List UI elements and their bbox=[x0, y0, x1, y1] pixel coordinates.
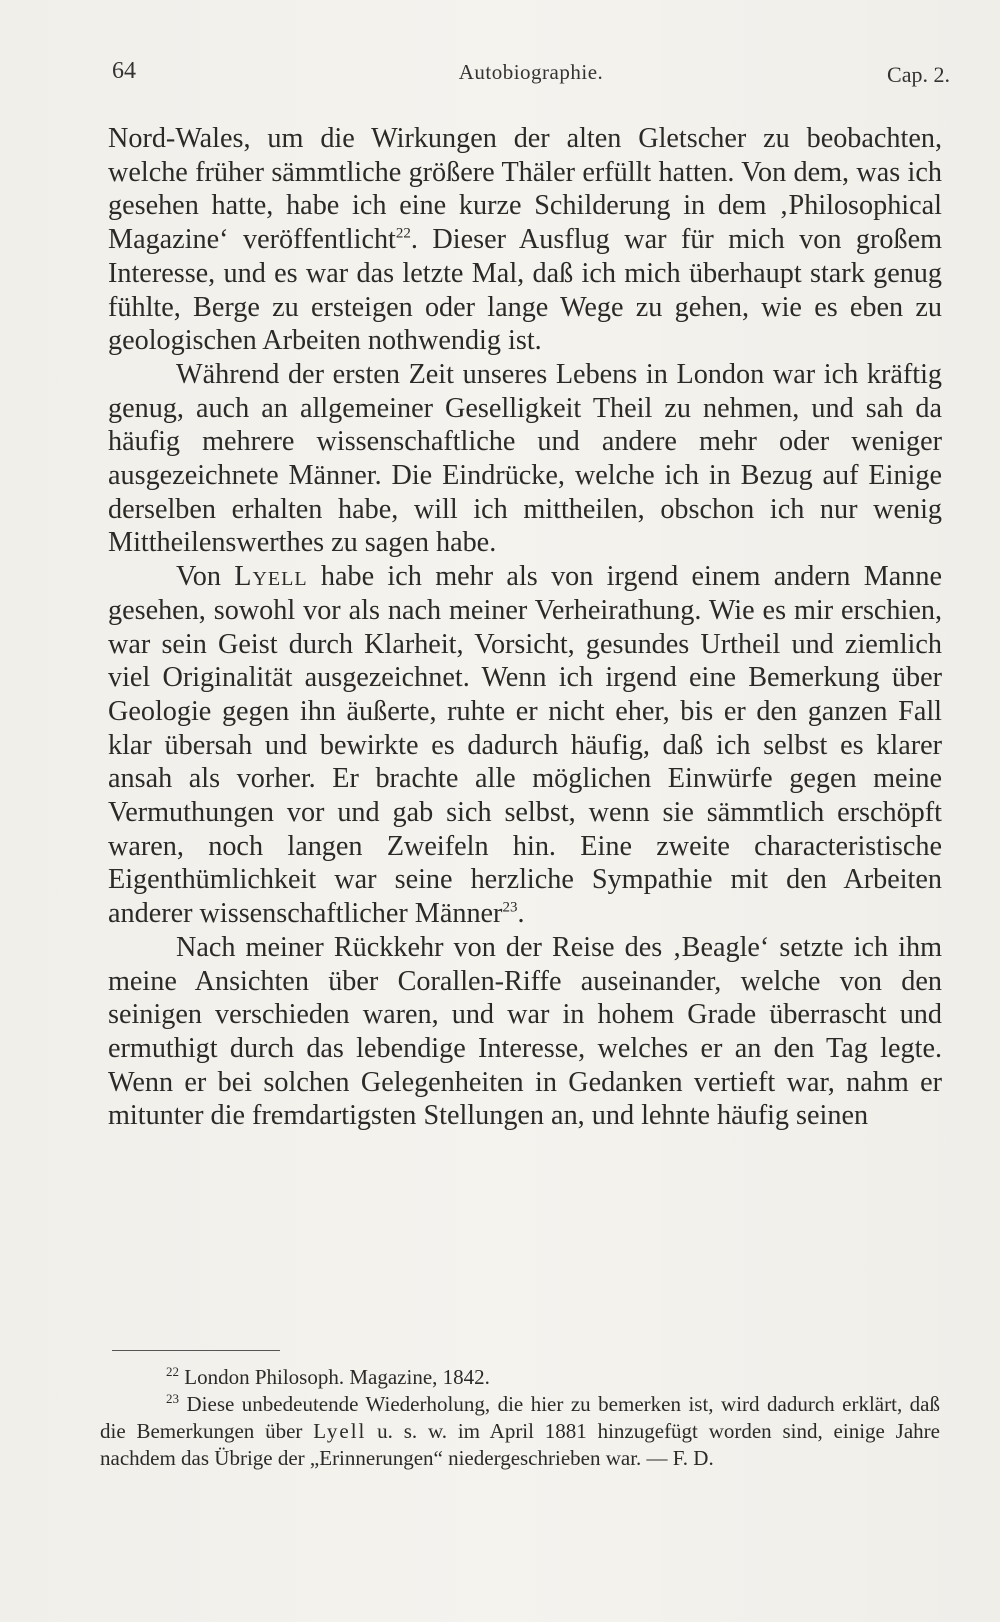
paragraph-text: Während der ersten Zeit unseres Lebens in London war ich kräftig genug, auch an allgemeiner Geselligkeit Theil zu nehmen, und sah da häufig mehrere wissenschaftliche und andere mehr oder weniger ausgezeichnete Männer. Die Eindrücke, welche ich in Bezug auf Einige derselben erhalten habe, will ich mittheilen, obschon ich nur wenig Mittheilenswerthes zu sagen habe. bbox=[108, 358, 942, 559]
paragraph bbox=[108, 122, 942, 358]
paragraph-text: Nach meiner Rückkehr von der Reise des ‚Beagle‘ setzte ich ihm meine Ansichten über Corallen-Riffe auseinander, welche von den seinigen verschieden waren, und war in hohem Grade überrascht und ermuthigt durch das lebendige Interesse, welches er an den Tag legte. Wenn er bei solchen Gelegenheiten in Gedanken vertieft war, nahm er mitunter die fremdartigsten Stellungen an, und lehnte häufig seinen bbox=[108, 931, 942, 1132]
paragraph bbox=[108, 931, 942, 1133]
footnote bbox=[100, 1391, 940, 1472]
paragraph bbox=[108, 358, 942, 560]
footnote-number: 23 bbox=[166, 1391, 179, 1406]
paragraph bbox=[108, 560, 942, 931]
paragraph-text: Nord-Wales, um die Wirkungen der alten Gletscher zu beobachten, welche früher sämmtliche größere Thäler erfüllt hatten. Von dem, was ich gesehen hatte, habe ich eine kurze Schilderung in dem ‚Philosophical Magazine‘ veröffentlicht bbox=[108, 123, 942, 256]
paragraph-text: habe ich mehr als von irgend einem andern Manne gesehen, sowohl vor als nach meiner Verheirathung. Wie es mir erschien, war sein Geist durch Klarheit, Vorsicht, gesundes Urtheil und ziemlich viel Originalität ausgezeichnet. Wenn ich irgend eine Bemerkung über Geologie gegen ihn äußerte, ruhte er nicht eher, bis er den ganzen Fall klar übersah und bewirkte es dadurch häufig, daß ich selbst es klarer ansah als vorher. Er brachte alle möglichen Einwürfe gegen meine Vermuthungen vor und gab sich selbst, wenn sie sämmtlich erschöpft waren, noch langen Zweifeln hin. Eine zweite characteristische Eigenthümlichkeit war seine herzliche Sympathie mit den Arbeiten anderer wissenschaftlicher Männer bbox=[108, 561, 942, 930]
footnote-text: u. s. w. im April 1881 hinzugefügt worden sind, einige Jahre nachdem das Übrige der „Erinnerungen“ niedergeschrieben war. — F. D. bbox=[100, 1419, 940, 1470]
footnote-number: 22 bbox=[166, 1364, 179, 1379]
person-name: Lyell bbox=[234, 561, 308, 593]
person-name: Lyell bbox=[313, 1419, 367, 1443]
footnote-divider bbox=[112, 1350, 280, 1351]
main-text bbox=[108, 122, 942, 1133]
page-header bbox=[112, 52, 950, 92]
chapter-label: Cap. 2. bbox=[887, 62, 950, 87]
paragraph-text: . Dieser Ausflug war für mich von großem Interesse, und es war das letzte Mal, daß ich mich überhaupt stark genug fühlte, Berge zu ersteigen oder lange Wege zu gehen, wie es eben zu geologischen Arbeiten nothwendig ist. bbox=[108, 224, 943, 357]
footnote-ref: 22 bbox=[395, 225, 411, 242]
footnote bbox=[100, 1364, 940, 1391]
footnotes bbox=[100, 1364, 940, 1472]
footnote-text: London Philosoph. Magazine, 1842. bbox=[184, 1365, 490, 1389]
paragraph-text: . bbox=[517, 898, 525, 930]
footnote-text: Diese unbedeutende Wiederholung, die hier zu bemerken ist, wird dadurch erklärt, daß die Bemerkungen über bbox=[100, 1392, 941, 1443]
page-number: 64 bbox=[112, 58, 136, 84]
paragraph-text: Von bbox=[176, 561, 235, 593]
running-title: Autobiographie. bbox=[458, 60, 604, 84]
footnote-ref: 23 bbox=[502, 899, 518, 916]
